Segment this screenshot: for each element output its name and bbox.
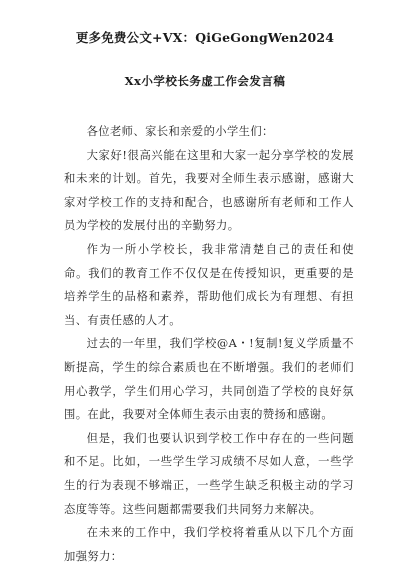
body-paragraph: 大家好!很高兴能在这里和大家一起分享学校的发展和未来的计划。首先，我要对全师生表示感谢，感谢大家对学校工作的支持和配合，也感谢所有老师和工作人员为学校的发展付出的辛勤努力。 [64,148,354,233]
document-title: Xx小学校长务虚工作会发言稿 [124,74,286,88]
promo-banner: 更多免费公文+VX：QiGeGongWen2024 [75,30,335,45]
body-paragraph: 过去的一年里，我们学校@A・!复制!复义学质量不断提高，学生的综合素质也在不断增强。我们的老师们用心教学，学生们用心学习，共同创造了学校的良好氛围。在此，我要对全体师生表示由衷的赞扬和感谢。 [64,337,354,422]
body-paragraph: 在未来的工作中，我们学校将着重从以下几个方面加强努力： [64,526,354,563]
salutation-paragraph: 各位老师、家长和亲爱的小学生们： [86,125,274,138]
body-paragraph: 作为一所小学校长，我非常清楚自己的责任和使命。我们的教育工作不仅仅是在传授知识，更重要的是培养学生的品格和素养，帮助他们成长为有理想、有担当、有责任感的人才。 [64,242,354,327]
document-body [64,120,354,568]
body-paragraph: 但是，我们也要认识到学校工作中存在的一些问题和不足。比如，一些学生学习成绩不尽如人意，一些学生的行为表现不够端正，一些学生缺乏积极主动的学习态度等等。这些问题都需要我们共同努力来解决。 [64,431,354,516]
